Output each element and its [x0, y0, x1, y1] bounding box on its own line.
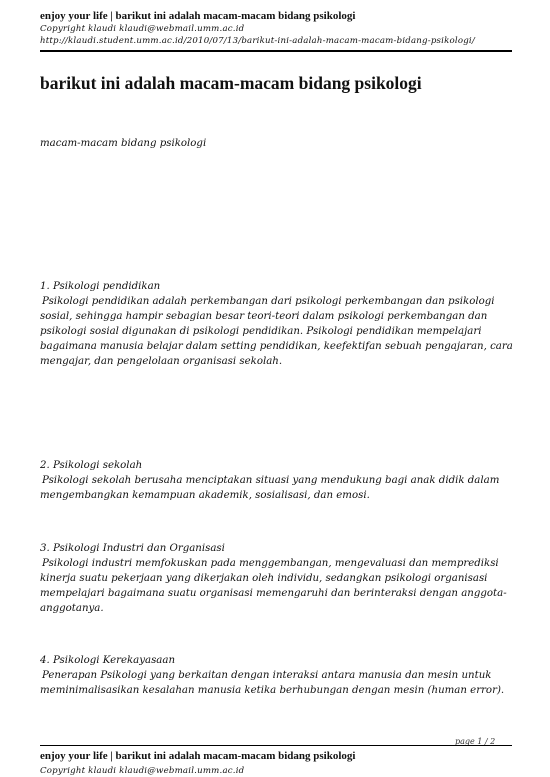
article-subtitle: macam-macam bidang psikologi	[40, 138, 207, 149]
section-heading: 4. Psikologi Kerekayasaan	[40, 655, 176, 666]
section-psikologi-pendidikan	[40, 280, 514, 369]
page-header	[40, 10, 512, 47]
section-body: Penerapan Psikologi yang berkaitan dengan interaksi antara manusia dan mesin untuk meminimalisasikan kesalahan manusia ketika berhubungan dengan mesin (human error).	[40, 670, 505, 696]
section-heading: 2. Psikologi sekolah	[40, 460, 143, 471]
page-number: page 1 / 2	[455, 737, 496, 746]
section-body: Psikologi industri memfokuskan pada menggembangan, mengevaluasi dan memprediksi kinerja suatu pekerjaan yang dikerjakan oleh individu, sedangkan psikologi organisasi mempelajari bagaimana suatu organisasi memengaruhi dan berinteraksi dengan anggota-anggotanya.	[40, 558, 507, 614]
footer-title: enjoy your life | barikut ini adalah macam-macam bidang psikologi	[40, 750, 356, 762]
footer-copyright: Copyright klaudi klaudi@webmail.umm.ac.id	[40, 766, 245, 776]
footer-divider	[40, 745, 512, 746]
header-url[interactable]: http://klaudi.student.umm.ac.id/2010/07/13/barikut-ini-adalah-macam-macam-bidang-psikologi/	[40, 36, 475, 46]
section-heading: 3. Psikologi Industri dan Organisasi	[40, 543, 225, 554]
section-body: Psikologi pendidikan adalah perkembangan dari psikologi perkembangan dan psikologi sosial, sehingga hampir sebagian besar teori-teori dalam psikologi perkembangan dan psikologi sosial digunakan di psikologi pendidikan. Psikologi pendidikan mempelajari bagaimana manusia belajar dalam setting pendidikan, keefektifan sebuah pengajaran, cara mengajar, dan pengelolaan organisasi sekolah.	[40, 296, 513, 367]
section-psikologi-industri	[40, 542, 514, 616]
header-copyright: Copyright klaudi klaudi@webmail.umm.ac.id	[40, 24, 245, 34]
header-title: enjoy your life | barikut ini adalah macam-macam bidang psikologi	[40, 10, 356, 22]
section-heading: 1. Psikologi pendidikan	[40, 281, 161, 292]
section-psikologi-sekolah	[40, 459, 514, 503]
section-psikologi-kerekayasaan	[40, 654, 514, 698]
article-title: barikut ini adalah macam-macam bidang psikologi	[40, 73, 422, 93]
header-divider	[40, 50, 512, 52]
section-body: Psikologi sekolah berusaha menciptakan situasi yang mendukung bagi anak didik dalam mengembangkan kemampuan akademik, sosialisasi, dan emosi.	[40, 475, 500, 501]
